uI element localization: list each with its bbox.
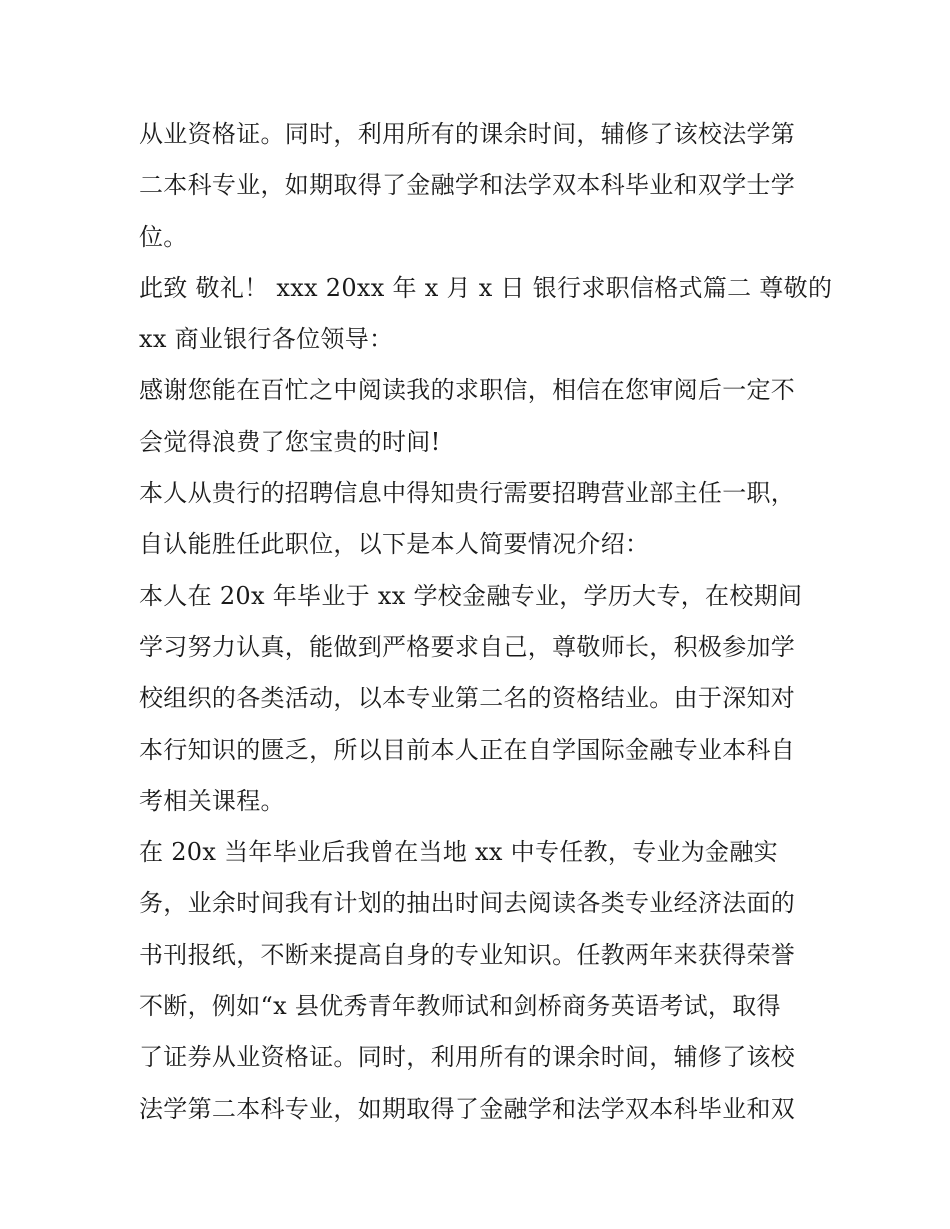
text-line: 从业资格证。同时，利用所有的课余时间，辅修了该校法学第 [139, 120, 796, 148]
document-body [139, 109, 833, 1135]
text-line: 不断，例如“x 县优秀青年教师试和剑桥商务英语考试，取得 [139, 992, 781, 1021]
text-line: 了证券从业资格证。同时，利用所有的课余时间，辅修了该校 [139, 1043, 796, 1072]
text-line: 法学第二本科专业，如期取得了金融学和法学双本科毕业和双 [139, 1094, 796, 1123]
text-line: 学习努力认真，能做到严格要求自己，尊敬师长，积极参加学 [139, 632, 796, 661]
text-line: 会觉得浪费了您宝贵的时间! [139, 427, 441, 456]
text-line: xx 商业银行各位领导： [139, 325, 394, 354]
text-line: 校组织的各类活动，以本专业第二名的资格结业。由于深知对 [139, 684, 796, 713]
text-line: 本人从贵行的招聘信息中得知贵行需要招聘营业部主任一职， [139, 479, 796, 508]
text-line: 此致 敬礼！ xxx 20xx 年 x 月 x 日 银行求职信格式篇二 尊敬的 [139, 273, 833, 302]
text-line: 务，业余时间我有计划的抽出时间去阅读各类专业经济法面的 [139, 889, 796, 918]
text-line: 本人在 20x 年毕业于 xx 学校金融专业，学历大专，在校期间 [139, 581, 803, 610]
text-line: 自认能胜任此职位，以下是本人简要情况介绍： [139, 530, 650, 559]
text-line: 考相关课程。 [139, 786, 285, 815]
text-line: 在 20x 当年毕业后我曾在当地 xx 中专任教，专业为金融实 [139, 838, 778, 867]
text-line: 感谢您能在百忙之中阅读我的求职信，相信在您审阅后一定不 [139, 376, 796, 405]
text-line: 本行知识的匮乏，所以目前本人正在自学国际金融专业本科自 [139, 735, 796, 764]
text-line: 位。 [139, 222, 188, 251]
text-line: 二本科专业，如期取得了金融学和法学双本科毕业和双学士学 [139, 171, 796, 200]
text-line: 书刊报纸，不断来提高自身的专业知识。任教两年来获得荣誉 [139, 940, 796, 969]
